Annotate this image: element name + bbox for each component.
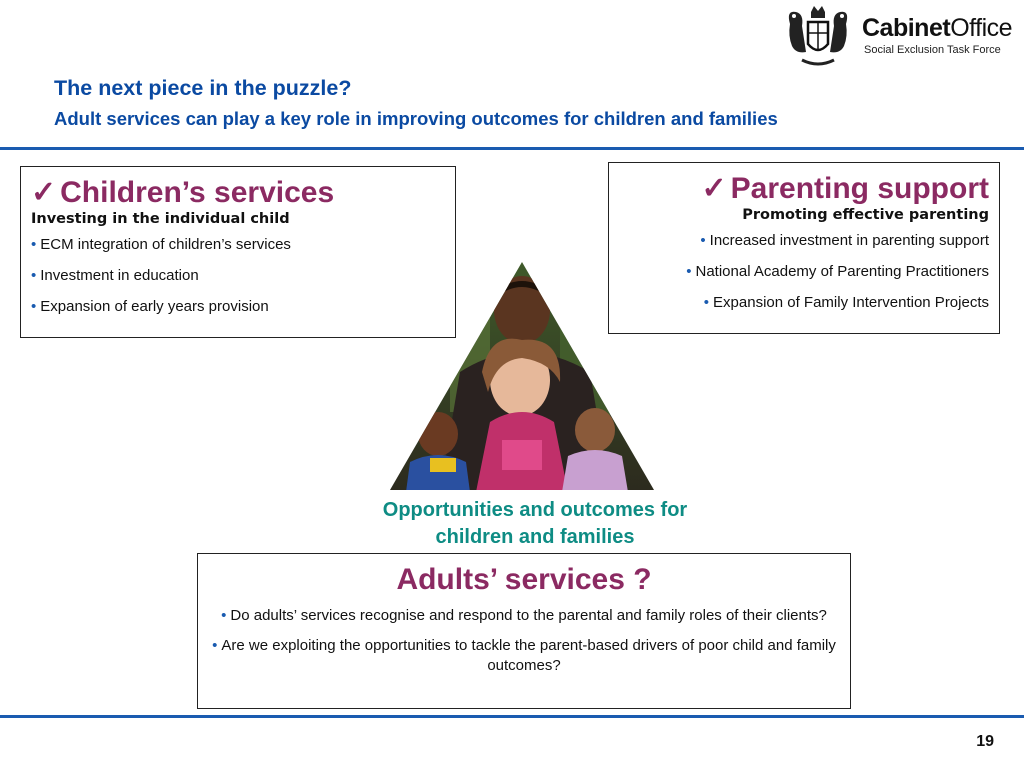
family-photo-triangle <box>390 262 654 492</box>
adults-services-list <box>210 606 838 676</box>
parenting-support-box <box>608 162 1000 334</box>
childrens-services-heading: ✓ Children’s services <box>31 176 335 209</box>
header-divider <box>0 147 1024 150</box>
parenting-support-subheading: Promoting effective parenting <box>742 207 989 223</box>
list-item: • Expansion of early years provision <box>31 298 269 315</box>
childrens-services-list <box>31 235 445 316</box>
page-number: 19 <box>976 733 994 750</box>
royal-coat-of-arms-icon <box>782 2 854 68</box>
logo-wordmark: CabinetOffice <box>862 14 1013 42</box>
list-item: • Increased investment in parenting support <box>700 232 989 249</box>
outcomes-caption: Opportunities and outcomes for children and families <box>382 499 688 548</box>
list-item: • Are we exploiting the opportunities to tackle the parent-based drivers of poor child and family outcomes? <box>212 637 836 674</box>
list-item: • Expansion of Family Intervention Projects <box>703 294 989 311</box>
checkmark-icon: ✓ <box>31 176 57 209</box>
checkmark-icon: ✓ <box>701 172 727 205</box>
parenting-support-list <box>619 231 989 312</box>
logo-tagline: Social Exclusion Task Force <box>864 44 1001 56</box>
list-item: • Investment in education <box>31 267 199 284</box>
adults-services-heading: Adults’ services ? <box>396 563 652 596</box>
footer-divider <box>0 715 1024 718</box>
adults-services-box <box>197 553 851 709</box>
list-item: • National Academy of Parenting Practitioners <box>686 263 989 280</box>
childrens-services-subheading: Investing in the individual child <box>31 211 290 227</box>
list-item: • Do adults’ services recognise and respond to the parental and family roles of their clients? <box>221 607 827 624</box>
parenting-support-heading: ✓ Parenting support <box>701 172 989 205</box>
page-subtitle: Adult services can play a key role in improving outcomes for children and families <box>54 108 778 129</box>
page-title: The next piece in the puzzle? <box>54 76 352 100</box>
cabinet-office-logo <box>782 2 1022 68</box>
list-item: • ECM integration of children’s services <box>31 236 291 253</box>
